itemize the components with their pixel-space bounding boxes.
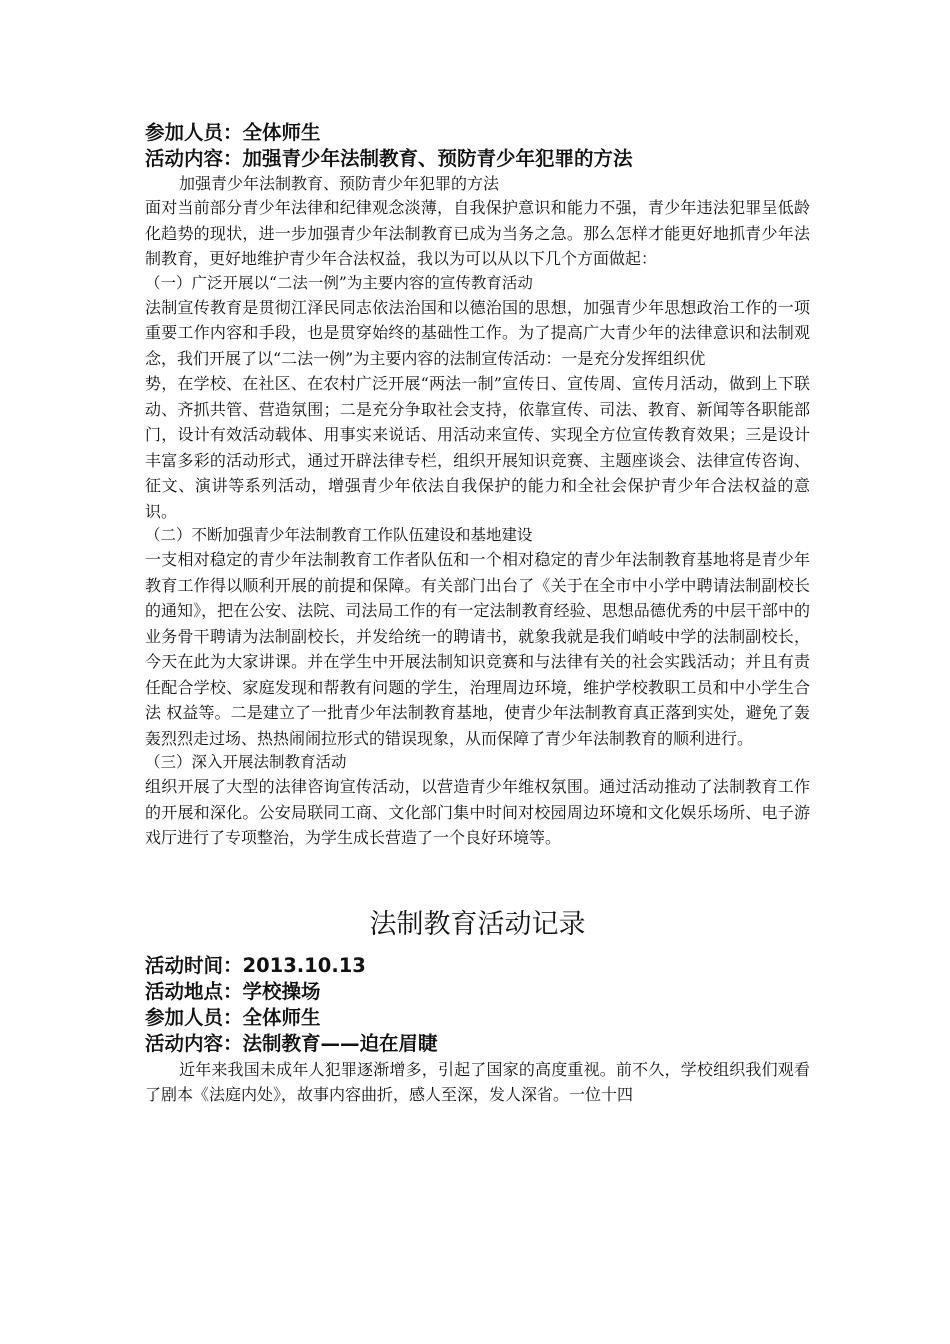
section-heading-1: （一）广泛开展以“二法一例”为主要内容的宣传教育活动 <box>145 273 533 292</box>
section-2-paragraph: 一支相对稳定的青少年法制教育工作者队伍和一个相对稳定的青少年法制教育基地将是青少年教育工作得以顺利开展的前提和保障。有关部门出台了《关于在全市中小学中聘请法制副校长的通知》，把在公安、法院、司法局工作的有一定法制教育经验、思想品德优秀的中层干部中的业务骨干聘请为法制副校长，并发给统一的聘请书，就象我就是我们峭岐中学的法制副校长，今天在此为大家讲课。并在学生中开展法制知识竞赛和与法律有关的社会实践活动；并且有责任配合学校、家庭发现和帮教有问题的学生，治理周边环境，维护学校教职工员和中小学生合法 权益等。二是建立了一批青少年法制教育基地，使青少年法制教育真正落到实处，避免了轰轰烈烈走过场、热热闹闹拉形式的错误现象，从而保障了青少年法制教育的顺利进行。 <box>145 550 810 748</box>
activity-place-line: 活动地点：学校操场 <box>145 979 321 1003</box>
section-1-paragraph-a: 法制宣传教育是贯彻江泽民同志依法治国和以德治国的思想，加强青少年思想政治工作的一项重要工作内容和手段，也是贯穿始终的基础性工作。为了提高广大青少年的法律意识和法制观念，我们开展了以“二法一例”为主要内容的法制宣传活动：一是充分发挥组织优 <box>145 297 810 368</box>
section-heading-3: （三）深入开展法制教育活动 <box>145 753 347 771</box>
intro-paragraph: 面对当前部分青少年法律和纪律观念淡薄，自我保护意识和能力不强，青少年违法犯罪呈低龄化趋势的现状，进一步加强青少年法制教育已成为当务之急。那么怎样才能更好地抓青少年法制教育，更好地维护青少年合法权益，我以为可以从以下几个方面做起： <box>145 198 810 268</box>
record-body-paragraph: 近年来我国未成年人犯罪逐渐增多，引起了国家的高度重视。前不久，学校组织我们观看了剧本《法庭内处》，故事内容曲折，感人至深，发人深省。一位十四 <box>145 1059 810 1104</box>
section-1-paragraph-b: 势，在学校、在社区、在农村广泛开展“两法一制”宣传日、宣传周、宣传月活动，做到上下联动、齐抓共管、营造氛围；二是充分争取社会支持，依靠宣传、司法、教育、新闻等各职能部门，设计有效活动载体、用事实来说话、用活动来宣传、实现全方位宣传教育效果；三是设计丰富多彩的活动形式，通过开辟法律专栏，组织开展知识竞赛、主题座谈会、法律宣传咨询、征文、演讲等系列活动，增强青少年依法自我保护的能力和全社会保护青少年合法权益的意识。 <box>145 374 810 521</box>
document-page <box>145 120 810 1108</box>
activity-time-line: 活动时间：2013.10.13 <box>145 953 366 977</box>
participants-line: 参加人员：全体师生 <box>145 121 321 144</box>
activity-content-line: 活动内容：加强青少年法制教育、预防青少年犯罪的方法 <box>145 147 633 170</box>
section-heading-2: （二）不断加强青少年法制教育工作队伍建设和基地建设 <box>145 526 533 544</box>
section-3-paragraph: 组织开展了大型的法律咨询宣传活动，以营造青少年维权氛围。通过活动推动了法制教育工作的开展和深化。公安局联同工商、文化部门集中时间对校园周边环境和文化娱乐场所、电子游戏厅进行了专项整治，为学生成长营造了一个良好环境等。 <box>145 777 810 847</box>
section-spacer <box>145 851 810 907</box>
article-subtitle: 加强青少年法制教育、预防青少年犯罪的方法 <box>179 174 500 193</box>
record-title: 法制教育活动记录 <box>369 908 586 940</box>
activity-content-line-2: 活动内容：法制教育——迫在眉睫 <box>145 1031 438 1055</box>
participants-line-2: 参加人员：全体师生 <box>145 1005 321 1029</box>
